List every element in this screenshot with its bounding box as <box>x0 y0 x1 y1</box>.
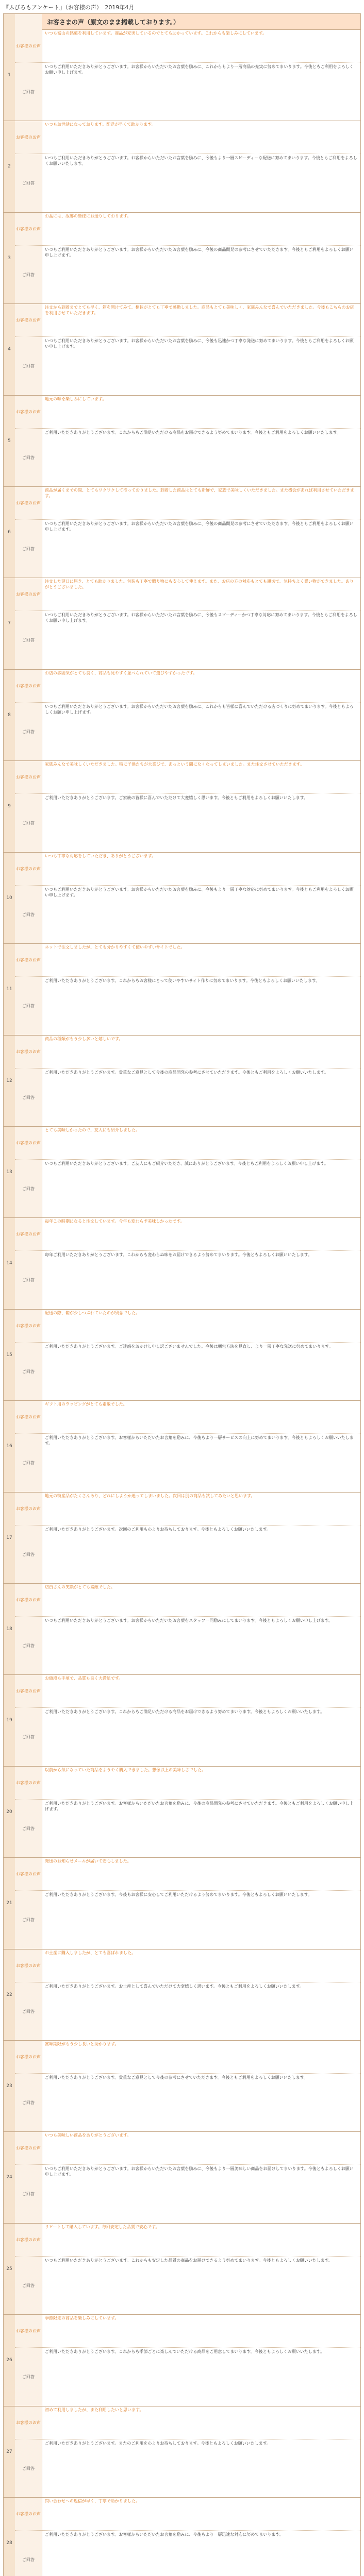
comment-text: 毎年この時期になると注文しています。今年も変わらず美味しかったです。 <box>45 1219 185 1224</box>
entry <box>4 760 360 853</box>
entry-number: 19 <box>6 1718 12 1723</box>
reply-label: ご回答 <box>22 2557 35 2562</box>
entry <box>4 29 360 121</box>
reply-text: ご利用いただきありがとうございます。ご家族の皆様に喜んでいただけて大変嬉しく思います。今後ともご利用をよろしくお願いいたします。 <box>45 795 308 800</box>
reply-text: ご利用いただきありがとうございます。これからもお客様にとって使いやすいサイト作りに努めてまいります。今後ともよろしくお願いいたします。 <box>45 978 320 983</box>
entry <box>4 1217 360 1310</box>
comment-row <box>15 121 360 154</box>
comment-text: リピートして購入しています。毎回安定した品質で安心です。 <box>45 2225 160 2229</box>
reply-label: ご回答 <box>22 546 35 551</box>
reply-row <box>15 1707 360 1766</box>
reply-text: いつもご利用いただきありがとうございます。ご友人にもご紹介いただき、誠にありがとうございます。今後ともご利用をよろしくお願い申し上げます。 <box>45 1161 328 1166</box>
reply-row <box>15 2347 360 2406</box>
comment-label: お客様のお声 <box>16 1049 41 1054</box>
comment-text: 店員さんの笑顔がとても素敵でした。 <box>45 1585 115 1589</box>
entry-number: 18 <box>6 1626 12 1632</box>
reply-row <box>15 2256 360 2314</box>
entry-number: 9 <box>8 804 11 809</box>
entry-number: 23 <box>6 2083 12 2089</box>
comment-row <box>15 303 360 336</box>
reply-row <box>15 2439 360 2497</box>
entry <box>4 669 360 761</box>
comment-row <box>15 760 360 793</box>
comment-row <box>15 1400 360 1433</box>
comment-label: お客様のお声 <box>16 317 41 323</box>
reply-row <box>15 2530 360 2576</box>
reply-text: いつもご利用いただきありがとうございます。お客様からいただいたお言葉を励みに、今後も迅速かつ丁寧な発送に努めてまいります。今後ともご利用をよろしくお願い申し上げます。 <box>45 338 354 349</box>
reply-text: いつもご利用いただきありがとうございます。お客様からいただいたお言葉を励みに、今後もより一層丁寧な対応に努めてまいります。今後ともご利用をよろしくお願い申し上げます。 <box>45 887 354 897</box>
comment-label: お客様のお声 <box>16 2511 41 2516</box>
reply-label: ご回答 <box>22 2375 35 2379</box>
comment-row <box>15 2314 360 2347</box>
entry <box>4 212 360 304</box>
comment-label: お客様のお声 <box>16 2054 41 2059</box>
reply-text: いつもご利用いただきありがとうございます。お客様からいただいたお言葉を励みに、今後の商品開発の参考にさせていただきます。今後ともご利用をよろしくお願い申し上げます。 <box>45 247 354 258</box>
entry <box>4 486 360 578</box>
reply-text: ご利用いただきありがとうございます。今後もお客様に安心してご利用いただけるよう努めてまいります。今後ともよろしくお願いいたします。 <box>45 1892 312 1897</box>
reply-text: ご利用いただきありがとうございます。これからもご満足いただける商品をお届けできるよう努めてまいります。今後ともご利用をよろしくお願いいたします。 <box>45 430 341 435</box>
entry <box>4 578 360 670</box>
entry <box>4 2223 360 2315</box>
reply-text: ご利用いただきありがとうございます。またのご利用を心よりお待ちしております。今後ともよろしくお願いいたします。 <box>45 2441 271 2446</box>
reply-text: 毎年ご利用いただきありがとうございます。これからも変わらぬ味をお届けできるよう努めてまいります。今後ともよろしくお願いいたします。 <box>45 1252 312 1257</box>
reply-row <box>15 2164 360 2223</box>
comment-row <box>15 669 360 702</box>
reply-label: ご回答 <box>22 729 35 734</box>
comment-text: 注文した翌日に届き、とても助かりました。包装も丁寧で贈り物にも安心して使えます。また、お店の方の対応もとても親切で、気持ちよく買い物ができました。ありがとうございました。 <box>45 579 354 589</box>
reply-row <box>15 1433 360 1492</box>
comment-label: お客様のお声 <box>16 1871 41 1876</box>
entry <box>4 1309 360 1401</box>
reply-row <box>15 1982 360 2040</box>
reply-label: ご回答 <box>22 272 35 277</box>
comment-label: お客様のお声 <box>16 409 41 414</box>
entry-number: 27 <box>6 2449 12 2454</box>
entry-number: 5 <box>8 438 11 444</box>
reply-row <box>15 702 360 760</box>
comment-label: お客様のお声 <box>16 1963 41 1968</box>
comment-label: お客様のお声 <box>16 2420 41 2425</box>
reply-text: ご利用いただきありがとうございます。お客様からいただいたお言葉を励みに、今後もより一層迅速な対応に努めてまいります。 <box>45 2532 284 2537</box>
comment-label: お客様のお声 <box>16 2237 41 2242</box>
reply-text: ご利用いただきありがとうございます。貴重なご意見として今後の商品開発の参考にさせていただきます。今後ともご利用をよろしくお願いいたします。 <box>45 1070 329 1075</box>
comment-text: 地元の特産品がたくさんあり、どれにしようか迷ってしまいました。次回は別の商品も試してみたいと思います。 <box>45 1494 255 1498</box>
comment-row <box>15 1217 360 1250</box>
reply-text: ご利用いただきありがとうございます。貴重なご意見として今後の参考にさせていただきます。今後ともご利用をよろしくお願いいたします。 <box>45 2075 308 2080</box>
comment-text: いつも丁寧な対応をしていただき、ありがとうございます。 <box>45 854 156 858</box>
comment-text: ネットで注文しましたが、とても分かりやすくて使いやすいサイトでした。 <box>45 945 185 950</box>
reply-label: ご回答 <box>22 1826 35 1831</box>
entry <box>4 395 360 487</box>
reply-row <box>15 1799 360 1857</box>
reply-text: いつもご利用いただきありがとうございます。お客様からいただいたお言葉を励みに、これからもより一層商品の充実に努めてまいります。今後ともご利用をよろしくお願い申し上げます。 <box>45 64 354 75</box>
comment-row <box>15 1035 360 1068</box>
entry-number: 8 <box>8 712 11 718</box>
entry-number: 7 <box>8 621 11 626</box>
reply-label: ご回答 <box>22 2192 35 2196</box>
entry <box>4 121 360 213</box>
comment-label: お客様のお声 <box>16 866 41 871</box>
comment-label: お客様のお声 <box>16 226 41 231</box>
reply-text: ご利用いただきありがとうございます。ご迷惑をおかけし申し訳ございませんでした。今後は梱包方法を見直し、より一層丁寧な発送に努めてまいります。 <box>45 1344 333 1349</box>
entry <box>4 1949 360 2041</box>
entry <box>4 2040 360 2132</box>
reply-text: いつもご利用いただきありがとうございます。お客様からいただいたお言葉を励みに、今後もより一層美味しい商品をお届けしてまいります。今後ともよろしくお願い申し上げます。 <box>45 2166 354 2177</box>
reply-label: ご回答 <box>22 912 35 917</box>
comment-text: ギフト用のラッピングがとても素敵でした。 <box>45 1402 127 1406</box>
comment-row <box>15 1309 360 1342</box>
comment-text: 発送のお知らせメールが届いて安心しました。 <box>45 1859 131 1863</box>
reply-label: ご回答 <box>22 1552 35 1557</box>
reply-text: ご利用いただきありがとうございます。次回のご利用も心よりお待ちしております。今後ともよろしくお願いいたします。 <box>45 1527 271 1532</box>
comment-row <box>15 1492 360 1525</box>
reply-label: ご回答 <box>22 1461 35 1465</box>
survey-table <box>3 13 361 2576</box>
comment-row <box>15 29 360 62</box>
table-header: お客さまの声（原文のまま掲載しております。） <box>42 14 360 30</box>
reply-label: ご回答 <box>22 2009 35 2014</box>
comment-text: 家族みんなで美味しくいただきました。特に子供たちが大喜びで、あっという間になくなってしまいました。また注文させていただきます。 <box>45 762 305 767</box>
reply-label: ご回答 <box>22 455 35 460</box>
reply-row <box>15 336 360 395</box>
entry-number: 14 <box>6 1261 12 1266</box>
entry <box>4 1035 360 1127</box>
entry <box>4 2131 360 2224</box>
reply-label: ご回答 <box>22 638 35 642</box>
reply-label: ご回答 <box>22 1186 35 1191</box>
entry-number: 12 <box>6 1078 12 1083</box>
comment-text: 商品の種類がもう少し多いと嬉しいです。 <box>45 1037 123 1041</box>
entry <box>4 1766 360 1858</box>
comment-text: 地元の味を楽しみにしています。 <box>45 397 107 401</box>
entry <box>4 2314 360 2406</box>
reply-text: ご利用いただきありがとうございます。お客様からいただいたお言葉を励みに、今後の商品開発の参考にさせていただきます。今後ともご利用をよろしくお願い申し上げます。 <box>45 1801 354 1811</box>
comment-row <box>15 2223 360 2256</box>
entry-number: 2 <box>8 164 11 169</box>
reply-row <box>15 1616 360 1674</box>
reply-label: ご回答 <box>22 2283 35 2288</box>
entry-number: 28 <box>6 2540 12 2546</box>
comment-label: お客様のお声 <box>16 1231 41 1236</box>
reply-text: いつもご利用いただきありがとうございます。お客様からいただいたお言葉を励みに、今後の商品開発の参考にさせていただきます。今後ともご利用をよろしくお願い申し上げます。 <box>45 521 354 532</box>
reply-label: ご回答 <box>22 181 35 185</box>
entry-number: 3 <box>8 255 11 261</box>
comment-row <box>15 1949 360 1982</box>
reply-text: いつもご利用いただきありがとうございます。お客様からいただいたお言葉をスタッフ一同励みにしてまいります。今後ともよろしくお願い申し上げます。 <box>45 1618 333 1623</box>
comment-label: お客様のお声 <box>16 134 41 140</box>
reply-row <box>15 62 360 121</box>
reply-row <box>15 885 360 943</box>
entry-number: 17 <box>6 1535 12 1540</box>
reply-text: いつもご利用いただきありがとうございます。お客様からいただいたお言葉を励みに、今後もより一層スピーディーな配送に努めてまいります。今後ともご利用をよろしくお願いいたします。 <box>45 156 357 166</box>
comment-label: お客様のお声 <box>16 1597 41 1602</box>
reply-text: いつもご利用いただきありがとうございます。これからも安定した品質の商品をお届けできるよう努めてまいります。今後ともよろしくお願いいたします。 <box>45 2258 333 2263</box>
comment-row <box>15 395 360 428</box>
comment-label: お客様のお声 <box>16 43 41 48</box>
comment-row <box>15 1857 360 1890</box>
comment-label: お客様のお声 <box>16 2328 41 2333</box>
comment-label: お客様のお声 <box>16 1506 41 1511</box>
comment-text: いつも富山の銘菓を利用しています。商品が充実しているのでとても助かっています。これからも楽しみにしています。 <box>45 31 267 36</box>
reply-text: ご利用いただきありがとうございます。これからも季節ごとに楽しんでいただける商品をご用意してまいります。今後ともよろしくお願いいたします。 <box>45 2349 325 2354</box>
entry <box>4 2406 360 2498</box>
entry <box>4 852 360 944</box>
comment-row <box>15 1674 360 1707</box>
comment-row <box>15 852 360 885</box>
reply-row <box>15 976 360 1035</box>
comment-row <box>15 1583 360 1616</box>
entry-number: 25 <box>6 2266 12 2272</box>
comment-text: とても美味しかったので、友人にも紹介しました。 <box>45 1128 140 1132</box>
reply-row <box>15 1159 360 1217</box>
entry-number: 20 <box>6 1809 12 1815</box>
reply-label: ご回答 <box>22 1369 35 1374</box>
comment-text: 季節限定の商品を楽しみにしています。 <box>45 2316 119 2320</box>
reply-row <box>15 1068 360 1126</box>
entry <box>4 1126 360 1218</box>
reply-row <box>15 245 360 303</box>
entry-number: 26 <box>6 2358 12 2363</box>
comment-label: お客様のお声 <box>16 591 41 597</box>
entry-number: 22 <box>6 1992 12 1997</box>
comment-text: 以前から気になっていた商品をようやく購入できました。想像以上の美味しさでした。 <box>45 1768 206 1772</box>
entry <box>4 303 360 396</box>
reply-text: ご利用いただきありがとうございます。これからもご満足いただける商品をお届けできるよう努めてまいります。今後ともよろしくお願いいたします。 <box>45 1709 325 1714</box>
reply-row <box>15 2073 360 2131</box>
comment-text: お店の雰囲気がとても良く、商品も見やすく並べられていて選びやすかったです。 <box>45 671 197 675</box>
comment-label: お客様のお声 <box>16 774 41 779</box>
reply-row <box>15 793 360 852</box>
entry-number: 6 <box>8 529 11 535</box>
reply-row <box>15 428 360 486</box>
reply-row <box>15 1342 360 1400</box>
entry <box>4 1400 360 1493</box>
entry-number: 13 <box>6 1169 12 1175</box>
entry-number: 10 <box>6 895 12 901</box>
comment-text: お土産に購入しましたが、とても喜ばれました。 <box>45 1951 136 1955</box>
comment-label: お客様のお声 <box>16 1414 41 1419</box>
reply-label: ご回答 <box>22 821 35 825</box>
comment-label: お客様のお声 <box>16 1323 41 1328</box>
reply-text: ご利用いただきありがとうございます。お客様からいただいたお言葉を励みに、今後もより一層サービスの向上に努めてまいります。今後ともよろしくお願いいたします。 <box>45 1435 354 1446</box>
reply-label: ご回答 <box>22 1918 35 1922</box>
reply-row <box>15 611 360 669</box>
comment-row <box>15 943 360 976</box>
reply-label: ご回答 <box>22 2466 35 2471</box>
reply-label: ご回答 <box>22 364 35 368</box>
comment-text: お値段も手頃で、品質も良く大満足です。 <box>45 1676 123 1681</box>
reply-text: いつもご利用いただきありがとうございます。お客様からいただいたお言葉を励みに、これからも皆様に喜んでいただける店づくりに努めてまいります。今後ともよろしくお願い申し上げます。 <box>45 704 354 715</box>
entry-number: 16 <box>6 1444 12 1449</box>
reply-row <box>15 154 360 212</box>
comment-row <box>15 2040 360 2073</box>
reply-row <box>15 1890 360 1949</box>
comment-row <box>15 578 360 611</box>
reply-row <box>15 1525 360 1583</box>
comment-text: お盆には、故郷の皆様にお送りしております。 <box>45 214 131 218</box>
entry <box>4 1857 360 1950</box>
comment-label: お客様のお声 <box>16 2145 41 2150</box>
reply-label: ご回答 <box>22 1004 35 1008</box>
entry-number: 11 <box>6 987 12 992</box>
reply-row <box>15 1250 360 1309</box>
reply-label: ご回答 <box>22 1278 35 1282</box>
reply-text: いつもご利用いただきありがとうございます。お客様からいただいたお言葉を励みに、今後もスピーディーかつ丁寧な対応に努めてまいります。今後ともご利用をよろしくお願い申し上げます。 <box>45 613 357 623</box>
comment-row <box>15 486 360 519</box>
comment-text: いつもお世話になっております。配送が早くて助かります。 <box>45 122 156 127</box>
comment-row <box>15 1126 360 1159</box>
comment-text: 賞味期限がもう少し長いと助かります。 <box>45 2042 119 2046</box>
entry-number: 4 <box>8 347 11 352</box>
comment-row <box>15 1766 360 1799</box>
reply-row <box>15 519 360 578</box>
entry-number: 15 <box>6 1352 12 1358</box>
comment-text: 商品が届くまでの間、とてもワクワクして待っておりました。到着した商品はとても新鮮で、家族で美味しくいただきました。また機会があれば利用させていただきます。 <box>45 488 354 498</box>
reply-label: ご回答 <box>22 1735 35 1739</box>
reply-label: ご回答 <box>22 2100 35 2105</box>
comment-label: お客様のお声 <box>16 957 41 962</box>
entry-number: 24 <box>6 2175 12 2180</box>
entry <box>4 1583 360 1675</box>
entry <box>4 1492 360 1584</box>
comment-row <box>15 2406 360 2439</box>
comment-label: お客様のお声 <box>16 1140 41 1145</box>
comment-text: 問い合わせへの返信が早く、丁寧で助かりました。 <box>45 2499 140 2503</box>
comment-label: お客様のお声 <box>16 683 41 688</box>
entry-number: 21 <box>6 1901 12 1906</box>
reply-label: ご回答 <box>22 1095 35 1100</box>
comment-text: いつも美味しい商品をありがとうございます。 <box>45 2133 131 2138</box>
reply-text: ご利用いただきありがとうございます。お土産として喜んでいただけて大変嬉しく思います。今後ともご利用をよろしくお願いいたします。 <box>45 1984 304 1989</box>
comment-label: お客様のお声 <box>16 500 41 505</box>
reply-label: ご回答 <box>22 1643 35 1648</box>
entry <box>4 943 360 1036</box>
page-title: 『ふびろもアンケート』（お客様の声） 2019年4月 <box>3 4 135 11</box>
reply-label: ご回答 <box>22 89 35 94</box>
comment-label: お客様のお声 <box>16 1780 41 1785</box>
comment-row <box>15 2497 360 2530</box>
comment-text: 注文から到着までとても早く、箱を開けてみて、梱包がとても丁寧で感動しました。商品もとても美味しく、家族みんなで喜んでいただきました。今後もこちらのお店を利用させていただきます。 <box>45 305 354 315</box>
entry <box>4 1674 360 1767</box>
comment-text: 初めて利用しましたが、また利用したいと思います。 <box>45 2408 144 2412</box>
entry-number: 1 <box>8 72 11 78</box>
comment-row <box>15 212 360 245</box>
comment-label: お客様のお声 <box>16 1688 41 1693</box>
entry <box>4 2497 360 2576</box>
comment-row <box>15 2131 360 2164</box>
comment-text: 配送の際、箱が少しつぶれていたのが残念でした。 <box>45 1311 140 1315</box>
